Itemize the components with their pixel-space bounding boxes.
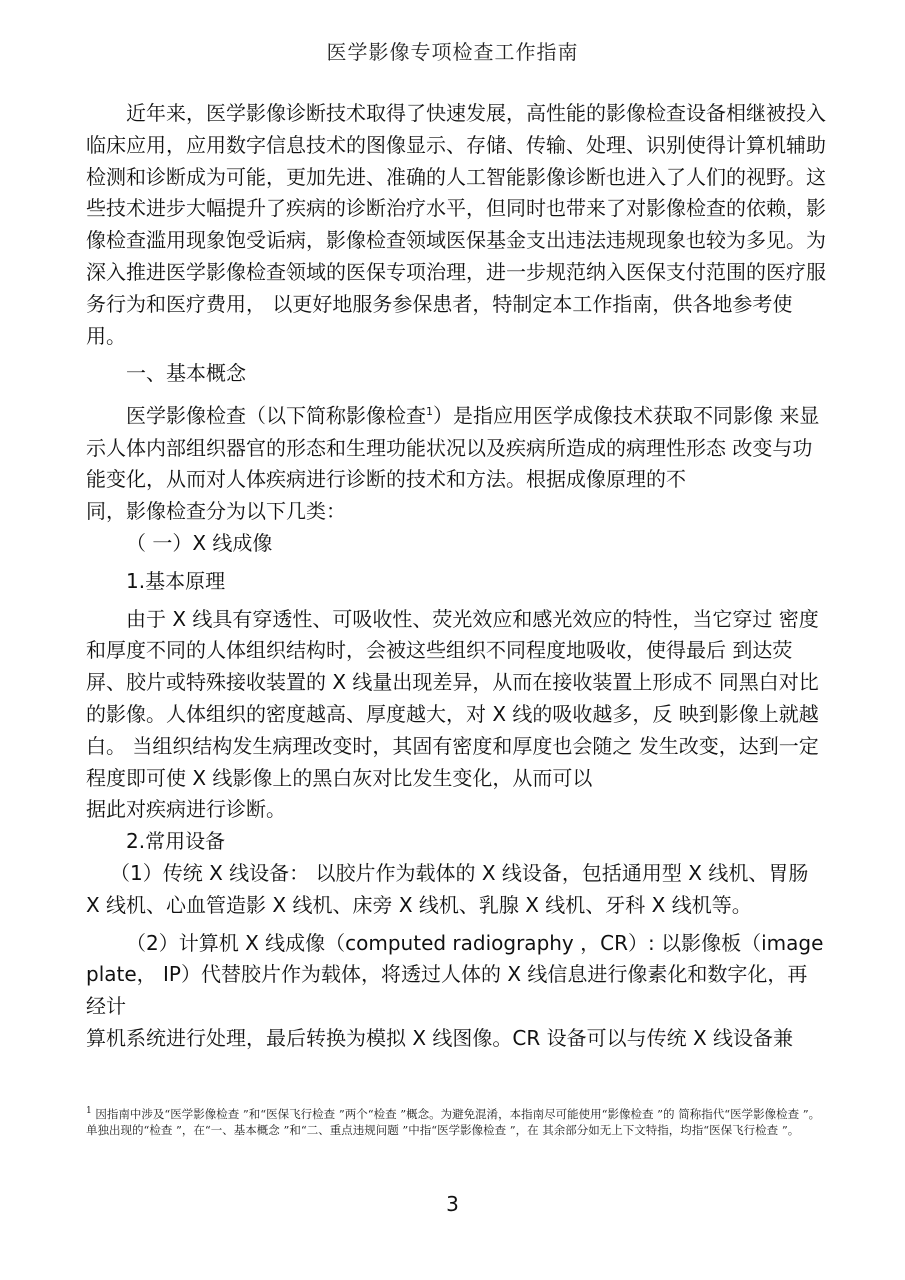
heading-basic-principle: 1.基本原理 bbox=[126, 568, 226, 593]
footnote bbox=[86, 1103, 826, 1138]
definition-continuation: 同，影像检查分为以下几类： bbox=[86, 499, 346, 524]
footnote-ref: 1 bbox=[426, 405, 433, 419]
page-header: 医学影像专项检查工作指南 bbox=[326, 40, 579, 64]
definition-paragraph bbox=[86, 396, 826, 496]
heading-common-equipment: 2.常用设备 bbox=[126, 829, 226, 854]
principle-paragraph: 由于 X 线具有穿透性、可吸收性、荧光效应和感光效应的特性，当它穿过 密度和厚度不同的人体组织结构时，会被这些组织不同程度地吸收，使得最后 到达荧屏、胶片或特殊接收装置的 X 线量出现差异，从而在接收装置上形成不 同黑白对比的影像。人体组织的密度越高、厚度越大，对 X 线的吸收越多，反 映到影像上就越白。 当组织结构发生病理改变时，其固有密度和厚度也会随之 发生改变，达到一定程度即可使 X 线影像上的黑白灰对比发生变化，从而可以 bbox=[86, 606, 819, 790]
page-number: 3 bbox=[446, 1192, 459, 1216]
definition-text-part1: 医学影像检查（以下简称影像检查 bbox=[126, 403, 426, 428]
definition-text-part2: ）是指应用医学成像技术获取不同影像 来显示人体内部组织器官的形态和生理功能状况以及疾病所造成的病理性形态 改变与功能变化，从而对人体疾病进行诊断的技术和方法。根据成像原理的不 bbox=[86, 403, 820, 492]
footnote-marker: 1 bbox=[86, 1106, 92, 1116]
document-body bbox=[86, 98, 826, 1055]
equipment-item-2-continuation: 算机系统进行处理，最后转换为模拟 X 线图像。CR 设备可以与传统 X 线设备兼 bbox=[86, 1025, 794, 1050]
subsection-heading-xray: （ 一）X 线成像 bbox=[126, 531, 273, 556]
principle-continuation: 据此对疾病进行诊断。 bbox=[86, 797, 286, 822]
equipment-item-1: （1）传统 X 线设备： 以胶片作为载体的 X 线设备，包括通用型 X 线机、胃肠 X 线机、心血管造影 X 线机、床旁 X 线机、乳腺 X 线机、牙科 X 线机等。 bbox=[86, 860, 809, 917]
section-heading-basic-concepts: 一、基本概念 bbox=[126, 361, 246, 386]
intro-paragraph: 近年来，医学影像诊断技术取得了快速发展，高性能的影像检查设备相继被投入临床应用，应用数字信息技术的图像显示、存储、传输、处理、识别使得计算机辅助检测和诊断成为可能，更加先进、准确的人工智能影像诊断也进入了人们的视野。这些技术进步大幅提升了疾病的诊断治疗水平，但同时也带来了对影像检查的依赖，影像检查滥用现象饱受诟病，影像检查领域医保基金支出违法违规现象也较为多见。为深入推进医学影像检查领域的医保专项治理，进一步规范纳入医保支付范围的医疗服务行为和医疗费用， 以更好地服务参保患者，特制定本工作指南，供各地参考使用。 bbox=[86, 101, 826, 348]
equipment-item-2: （2）计算机 X 线成像（computed radiography ，CR）: 以影像板（image plate， IP）代替胶片作为载体，将透过人体的 X 线信息进行像素化和数字化，再经计 bbox=[86, 930, 824, 1019]
footnote-text: 因指南中涉及“医学影像检查 ”和“医保飞行检查 ”两个“检查 ”概念。为避免混淆，本指南尽可能使用“影像检查 ”的 简称指代“医学影像检查 ”。单独出现的“检查 ”，在“一、基本概念 ”和“二、重点违规问题 ”中指“医学影像检查 ”，在 其余部分如无上下文特指，均指“医保飞行检查 ”。 bbox=[86, 1106, 821, 1137]
